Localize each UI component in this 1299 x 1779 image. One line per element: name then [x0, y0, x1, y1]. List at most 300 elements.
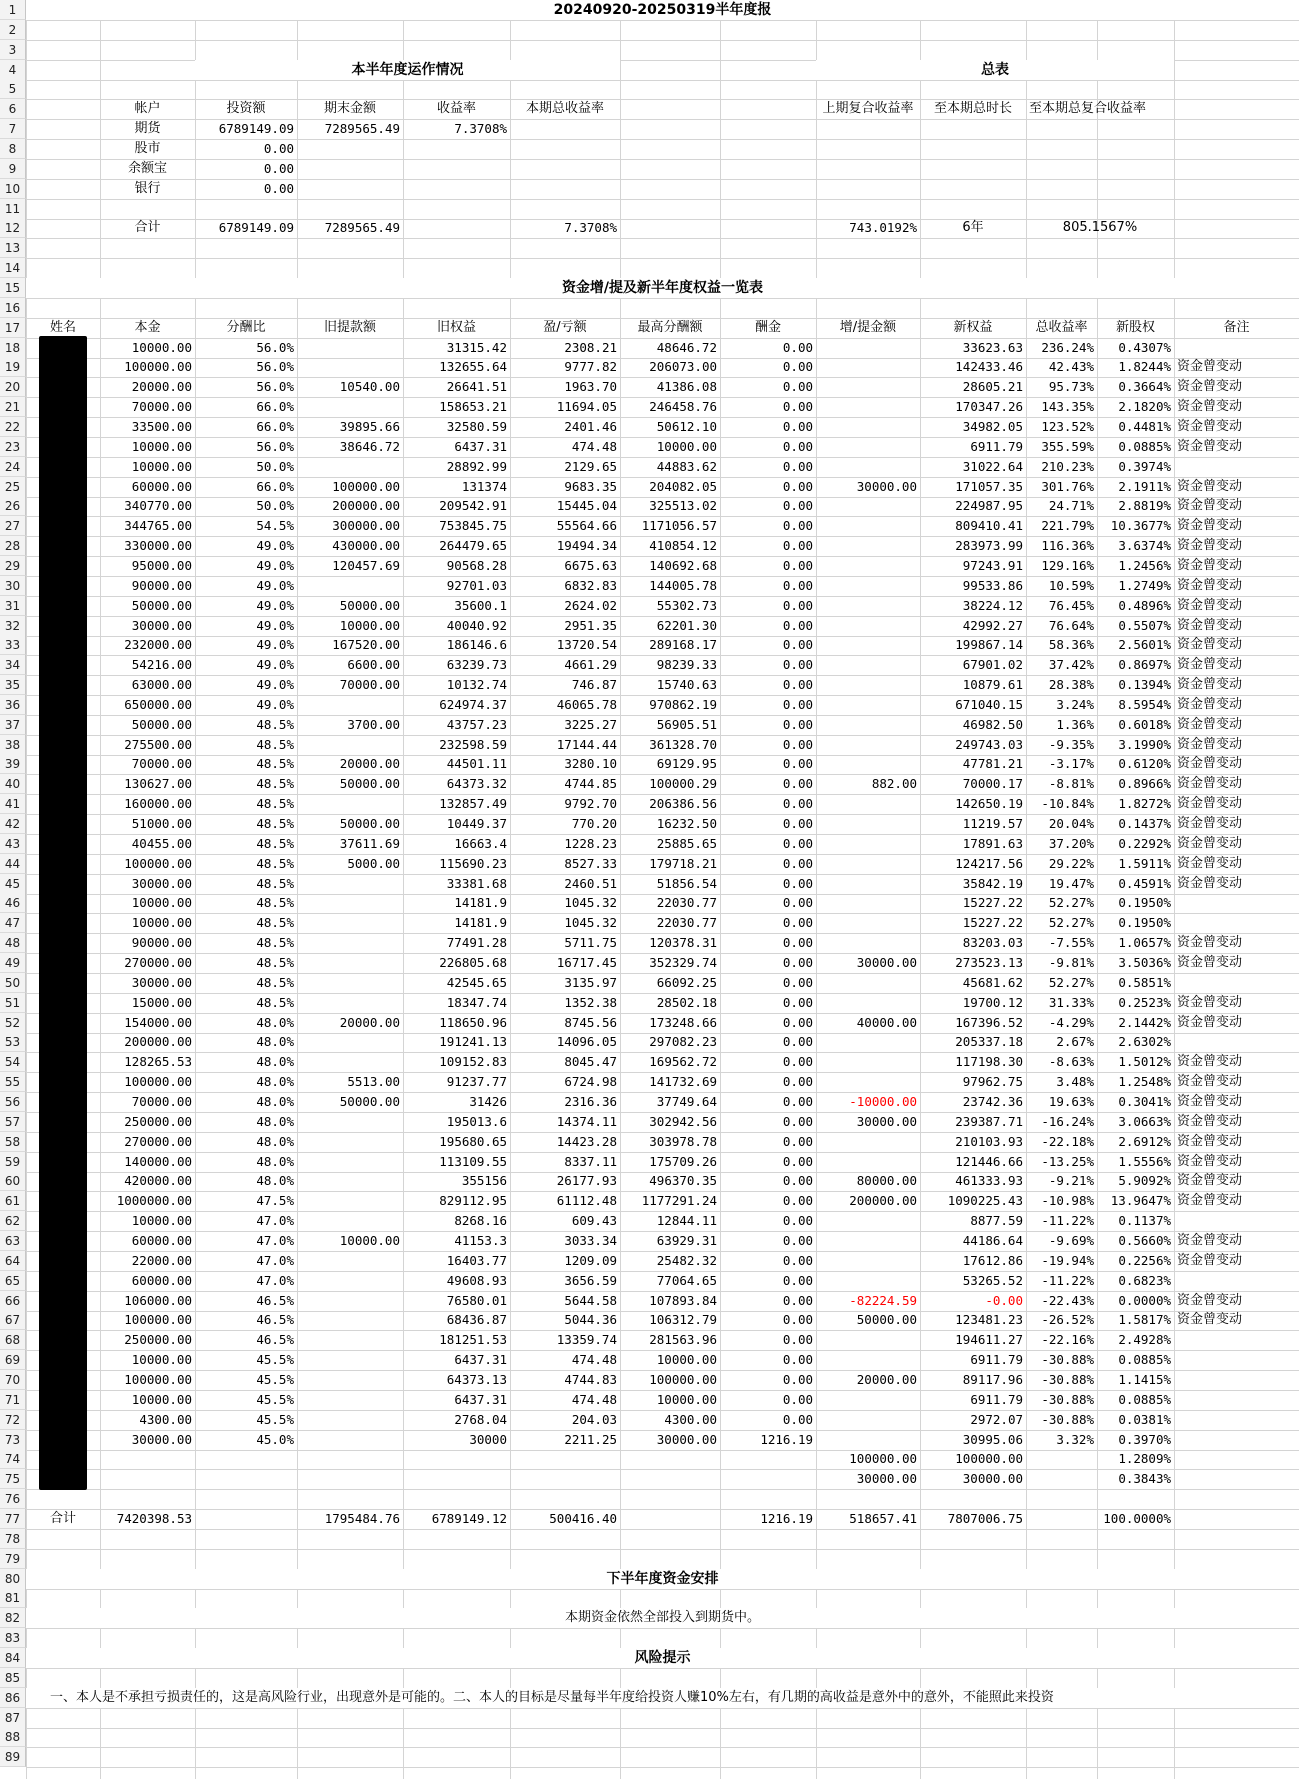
equity-new-stake-cell[interactable]: 0.3041% — [1118, 1094, 1171, 1109]
equity-new-equity-cell[interactable]: 6911.79 — [970, 1352, 1023, 1367]
equity-old-equity-cell[interactable]: 226805.68 — [439, 955, 507, 970]
row-header[interactable]: 70 — [0, 1370, 26, 1390]
equity-share-ratio-cell[interactable]: 66.0% — [256, 399, 294, 414]
equity-bonus-cell[interactable]: 0.00 — [782, 1034, 813, 1049]
equity-max-share-cell[interactable]: 10000.00 — [656, 1352, 717, 1367]
equity-profit-loss-cell[interactable]: 2308.21 — [564, 340, 617, 355]
equity-new-stake-cell[interactable]: 1.2456% — [1118, 558, 1171, 573]
equity-share-ratio-cell[interactable]: 49.0% — [256, 657, 294, 672]
equity-profit-loss-cell[interactable]: 4744.85 — [564, 776, 617, 791]
equity-header[interactable]: 盈/亏额 — [543, 320, 587, 335]
equity-new-stake-cell[interactable]: 0.6018% — [1118, 717, 1171, 732]
equity-remark-cell[interactable]: 资金曾变动 — [1177, 1094, 1243, 1109]
equity-share-ratio-cell[interactable]: 56.0% — [256, 359, 294, 374]
equity-remark-cell[interactable]: 资金曾变动 — [1177, 1312, 1243, 1327]
equity-header[interactable]: 最高分酬额 — [637, 320, 703, 335]
equity-new-equity-cell[interactable]: 1090225.43 — [947, 1193, 1023, 1208]
equity-profit-loss-cell[interactable]: 14374.11 — [556, 1114, 617, 1129]
equity-principal-cell[interactable]: 10000.00 — [131, 439, 192, 454]
summary-header[interactable]: 收益率 — [436, 101, 476, 116]
equity-total-return-cell[interactable]: 210.23% — [1041, 459, 1094, 474]
equity-remark-cell[interactable]: 资金曾变动 — [1177, 717, 1243, 732]
equity-bonus-cell[interactable]: 0.00 — [782, 995, 813, 1010]
equity-deposit-withdraw-cell[interactable]: 200000.00 — [849, 1193, 917, 1208]
row-header[interactable]: 47 — [0, 913, 26, 933]
equity-new-equity-cell[interactable]: 117198.30 — [955, 1054, 1023, 1069]
equity-new-equity-cell[interactable]: 8877.59 — [970, 1213, 1023, 1228]
equity-remark-cell[interactable]: 资金曾变动 — [1177, 1193, 1243, 1208]
equity-new-stake-cell[interactable]: 0.4591% — [1118, 876, 1171, 891]
equity-profit-loss-cell[interactable]: 770.20 — [571, 816, 617, 831]
equity-share-ratio-cell[interactable]: 48.5% — [256, 995, 294, 1010]
equity-profit-loss-cell[interactable]: 14096.05 — [556, 1034, 617, 1049]
equity-principal-cell[interactable]: 90000.00 — [131, 578, 192, 593]
summary-header[interactable]: 期末金额 — [323, 101, 376, 116]
equity-profit-loss-cell[interactable]: 26177.93 — [556, 1173, 617, 1188]
equity-share-ratio-cell[interactable]: 48.0% — [256, 1114, 294, 1129]
equity-header[interactable]: 分酬比 — [226, 320, 266, 335]
row-header[interactable]: 73 — [0, 1430, 26, 1450]
equity-max-share-cell[interactable]: 100000.29 — [649, 776, 717, 791]
equity-deposit-withdraw-cell[interactable]: 30000.00 — [856, 1471, 917, 1486]
equity-new-equity-cell[interactable]: 89117.96 — [962, 1372, 1023, 1387]
row-header[interactable]: 26 — [0, 496, 26, 516]
equity-new-stake-cell[interactable]: 0.4481% — [1118, 419, 1171, 434]
equity-share-ratio-cell[interactable]: 48.5% — [256, 756, 294, 771]
equity-principal-cell[interactable]: 10000.00 — [131, 1213, 192, 1228]
row-header[interactable]: 51 — [0, 993, 26, 1013]
equity-new-equity-cell[interactable]: 100000.00 — [955, 1451, 1023, 1466]
equity-old-withdrawal-cell[interactable]: 10000.00 — [339, 618, 400, 633]
equity-max-share-cell[interactable]: 140692.68 — [649, 558, 717, 573]
equity-old-withdrawal-cell[interactable]: 38646.72 — [339, 439, 400, 454]
account-end[interactable] — [297, 139, 403, 159]
equity-old-equity-cell[interactable]: 131374 — [461, 479, 507, 494]
equity-max-share-cell[interactable]: 41386.08 — [656, 379, 717, 394]
equity-share-ratio-cell[interactable]: 49.0% — [256, 538, 294, 553]
overall-header[interactable]: 上期复合收益率 — [822, 101, 914, 116]
equity-bonus-cell[interactable]: 0.00 — [782, 498, 813, 513]
equity-old-withdrawal-cell[interactable]: 5000.00 — [347, 856, 400, 871]
equity-bonus-cell[interactable]: 0.00 — [782, 1074, 813, 1089]
equity-remark-cell[interactable]: 资金曾变动 — [1177, 657, 1243, 672]
equity-principal-cell[interactable]: 70000.00 — [131, 756, 192, 771]
equity-principal-cell[interactable]: 232000.00 — [124, 637, 192, 652]
equity-remark-cell[interactable]: 资金曾变动 — [1177, 379, 1243, 394]
row-header[interactable]: 11 — [0, 199, 26, 219]
equity-share-ratio-cell[interactable]: 48.5% — [256, 955, 294, 970]
equity-old-withdrawal-cell[interactable]: 100000.00 — [332, 479, 400, 494]
equity-total-return-cell[interactable]: 37.42% — [1048, 657, 1094, 672]
equity-share-ratio-cell[interactable]: 48.0% — [256, 1134, 294, 1149]
equity-profit-loss-cell[interactable]: 2624.02 — [564, 598, 617, 613]
equity-total-return-cell[interactable]: 52.27% — [1048, 915, 1094, 930]
equity-new-stake-cell[interactable]: 8.5954% — [1118, 697, 1171, 712]
equity-profit-loss-cell[interactable]: 16717.45 — [556, 955, 617, 970]
equity-total-return-cell[interactable]: -26.52% — [1041, 1312, 1094, 1327]
equity-bonus-cell[interactable]: 0.00 — [782, 677, 813, 692]
equity-new-stake-cell[interactable]: 0.4307% — [1118, 340, 1171, 355]
equity-max-share-cell[interactable]: 169562.72 — [649, 1054, 717, 1069]
row-header[interactable]: 1 — [0, 0, 26, 20]
equity-bonus-cell[interactable]: 0.00 — [782, 756, 813, 771]
equity-remark-cell[interactable]: 资金曾变动 — [1177, 836, 1243, 851]
equity-total-return-cell[interactable]: -10.84% — [1041, 796, 1094, 811]
equity-new-equity-cell[interactable]: 123481.23 — [955, 1312, 1023, 1327]
equity-principal-cell[interactable]: 50000.00 — [131, 717, 192, 732]
equity-bonus-cell[interactable]: 0.00 — [782, 717, 813, 732]
equity-bonus-cell[interactable]: 0.00 — [782, 1273, 813, 1288]
equity-principal-cell[interactable]: 106000.00 — [124, 1293, 192, 1308]
equity-new-stake-cell[interactable]: 2.1820% — [1118, 399, 1171, 414]
plan-heading[interactable]: 下半年度资金安排 — [26, 1569, 1299, 1589]
equity-share-ratio-cell[interactable]: 48.0% — [256, 1094, 294, 1109]
equity-remark-cell[interactable]: 资金曾变动 — [1177, 935, 1243, 950]
row-header[interactable]: 75 — [0, 1469, 26, 1489]
equity-principal-cell[interactable]: 10000.00 — [131, 915, 192, 930]
equity-profit-loss-cell[interactable]: 2129.65 — [564, 459, 617, 474]
equity-principal-cell[interactable]: 70000.00 — [131, 399, 192, 414]
equity-new-equity-cell[interactable]: -0.00 — [985, 1293, 1023, 1308]
equity-new-stake-cell[interactable]: 0.4896% — [1118, 598, 1171, 613]
equity-max-share-cell[interactable]: 22030.77 — [656, 915, 717, 930]
equity-max-share-cell[interactable]: 204082.05 — [649, 479, 717, 494]
equity-remark-cell[interactable]: 资金曾变动 — [1177, 876, 1243, 891]
row-header[interactable]: 48 — [0, 933, 26, 953]
equity-new-stake-cell[interactable]: 0.1437% — [1118, 816, 1171, 831]
equity-profit-loss-cell[interactable]: 1352.38 — [564, 995, 617, 1010]
equity-profit-loss-cell[interactable]: 4661.29 — [564, 657, 617, 672]
equity-principal-cell[interactable]: 270000.00 — [124, 955, 192, 970]
equity-max-share-cell[interactable]: 10000.00 — [656, 439, 717, 454]
equity-profit-loss-cell[interactable]: 8527.33 — [564, 856, 617, 871]
equity-remark-cell[interactable]: 资金曾变动 — [1177, 1074, 1243, 1089]
equity-principal-cell[interactable]: 100000.00 — [124, 359, 192, 374]
equity-total-return-cell[interactable]: -30.88% — [1041, 1392, 1094, 1407]
equity-old-equity-cell[interactable]: 753845.75 — [439, 518, 507, 533]
equity-old-equity-cell[interactable]: 624974.37 — [439, 697, 507, 712]
equity-share-ratio-cell[interactable]: 56.0% — [256, 340, 294, 355]
equity-new-equity-cell[interactable]: 70000.17 — [962, 776, 1023, 791]
equity-bonus-cell[interactable]: 0.00 — [782, 1114, 813, 1129]
equity-max-share-cell[interactable]: 302942.56 — [649, 1114, 717, 1129]
equity-new-equity-cell[interactable]: 53265.52 — [962, 1273, 1023, 1288]
equity-principal-cell[interactable]: 10000.00 — [131, 895, 192, 910]
equity-old-withdrawal-cell[interactable]: 50000.00 — [339, 598, 400, 613]
equity-share-ratio-cell[interactable]: 47.5% — [256, 1193, 294, 1208]
equity-total-return-cell[interactable]: 52.27% — [1048, 895, 1094, 910]
equity-old-withdrawal-cell[interactable]: 50000.00 — [339, 1094, 400, 1109]
equity-old-withdrawal-cell[interactable]: 50000.00 — [339, 816, 400, 831]
row-header[interactable]: 15 — [0, 278, 26, 298]
row-header[interactable]: 69 — [0, 1350, 26, 1370]
equity-old-equity-cell[interactable]: 264479.65 — [439, 538, 507, 553]
equity-profit-loss-cell[interactable]: 6832.83 — [564, 578, 617, 593]
equity-share-ratio-cell[interactable]: 45.5% — [256, 1372, 294, 1387]
equity-header[interactable]: 旧提款额 — [323, 320, 376, 335]
equity-share-ratio-cell[interactable]: 48.0% — [256, 1015, 294, 1030]
equity-new-equity-cell[interactable]: 671040.15 — [955, 697, 1023, 712]
equity-remark-cell[interactable]: 资金曾变动 — [1177, 598, 1243, 613]
row-header[interactable]: 57 — [0, 1112, 26, 1132]
equity-share-ratio-cell[interactable]: 49.0% — [256, 598, 294, 613]
equity-bonus-cell[interactable]: 0.00 — [782, 359, 813, 374]
equity-total-cell[interactable]: 7420398.53 — [116, 1511, 192, 1526]
summary-header[interactable]: 投资额 — [226, 101, 266, 116]
equity-profit-loss-cell[interactable]: 1045.32 — [564, 915, 617, 930]
equity-new-stake-cell[interactable]: 0.5660% — [1118, 1233, 1171, 1248]
equity-max-share-cell[interactable]: 30000.00 — [656, 1432, 717, 1447]
overall-header[interactable]: 至本期总复合收益率 — [1029, 101, 1147, 116]
equity-new-equity-cell[interactable]: 34982.05 — [962, 419, 1023, 434]
equity-profit-loss-cell[interactable]: 474.48 — [571, 1392, 617, 1407]
equity-bonus-cell[interactable]: 0.00 — [782, 1015, 813, 1030]
equity-principal-cell[interactable]: 250000.00 — [124, 1332, 192, 1347]
account-name[interactable]: 余额宝 — [127, 161, 167, 176]
equity-total-return-cell[interactable]: -30.88% — [1041, 1412, 1094, 1427]
row-header[interactable]: 55 — [0, 1072, 26, 1092]
equity-max-share-cell[interactable]: 25482.32 — [656, 1253, 717, 1268]
equity-total-return-cell[interactable]: -11.22% — [1041, 1213, 1094, 1228]
equity-new-equity-cell[interactable]: 28605.21 — [962, 379, 1023, 394]
equity-principal-cell[interactable]: 10000.00 — [131, 1392, 192, 1407]
row-header[interactable]: 82 — [0, 1608, 26, 1628]
equity-new-stake-cell[interactable]: 2.4928% — [1118, 1332, 1171, 1347]
equity-max-share-cell[interactable]: 77064.65 — [656, 1273, 717, 1288]
equity-bonus-cell[interactable]: 0.00 — [782, 598, 813, 613]
equity-remark-cell[interactable]: 资金曾变动 — [1177, 1114, 1243, 1129]
equity-total-return-cell[interactable]: 28.38% — [1048, 677, 1094, 692]
equity-new-stake-cell[interactable]: 2.8819% — [1118, 498, 1171, 513]
equity-deposit-withdraw-cell[interactable]: 30000.00 — [856, 955, 917, 970]
equity-max-share-cell[interactable]: 69129.95 — [656, 756, 717, 771]
row-header[interactable]: 27 — [0, 516, 26, 536]
equity-principal-cell[interactable]: 40455.00 — [131, 836, 192, 851]
row-header[interactable]: 87 — [0, 1708, 26, 1728]
equity-total-return-cell[interactable]: -11.22% — [1041, 1273, 1094, 1288]
equity-remark-cell[interactable]: 资金曾变动 — [1177, 796, 1243, 811]
summary-total-invest[interactable]: 6789149.09 — [218, 220, 294, 235]
equity-new-stake-cell[interactable]: 0.0381% — [1118, 1412, 1171, 1427]
equity-remark-cell[interactable]: 资金曾变动 — [1177, 618, 1243, 633]
equity-share-ratio-cell[interactable]: 49.0% — [256, 637, 294, 652]
row-header[interactable]: 5 — [0, 79, 26, 99]
equity-principal-cell[interactable]: 10000.00 — [131, 340, 192, 355]
equity-total-return-cell[interactable]: 143.35% — [1041, 399, 1094, 414]
equity-principal-cell[interactable]: 270000.00 — [124, 1134, 192, 1149]
equity-total-return-cell[interactable]: -10.98% — [1041, 1193, 1094, 1208]
equity-max-share-cell[interactable]: 66092.25 — [656, 975, 717, 990]
equity-old-equity-cell[interactable]: 16403.77 — [446, 1253, 507, 1268]
equity-total-return-cell[interactable]: -16.24% — [1041, 1114, 1094, 1129]
equity-share-ratio-cell[interactable]: 45.5% — [256, 1412, 294, 1427]
equity-total-cell[interactable]: 6789149.12 — [431, 1511, 507, 1526]
equity-new-stake-cell[interactable]: 0.6120% — [1118, 756, 1171, 771]
row-header[interactable]: 33 — [0, 635, 26, 655]
equity-share-ratio-cell[interactable]: 49.0% — [256, 677, 294, 692]
row-header[interactable]: 22 — [0, 417, 26, 437]
equity-profit-loss-cell[interactable]: 11694.05 — [556, 399, 617, 414]
equity-share-ratio-cell[interactable]: 54.5% — [256, 518, 294, 533]
equity-bonus-cell[interactable]: 0.00 — [782, 1173, 813, 1188]
row-header[interactable]: 12 — [0, 218, 26, 238]
equity-principal-cell[interactable]: 60000.00 — [131, 479, 192, 494]
equity-new-equity-cell[interactable]: 67901.02 — [962, 657, 1023, 672]
equity-remark-cell[interactable]: 资金曾变动 — [1177, 1173, 1243, 1188]
equity-old-equity-cell[interactable]: 113109.55 — [439, 1154, 507, 1169]
equity-principal-cell[interactable]: 10000.00 — [131, 459, 192, 474]
equity-old-equity-cell[interactable]: 91237.77 — [446, 1074, 507, 1089]
equity-profit-loss-cell[interactable]: 1228.23 — [564, 836, 617, 851]
equity-total-return-cell[interactable]: -8.81% — [1048, 776, 1094, 791]
equity-total-return-cell[interactable]: -8.63% — [1048, 1054, 1094, 1069]
equity-bonus-cell[interactable]: 0.00 — [782, 856, 813, 871]
row-header[interactable]: 8 — [0, 139, 26, 159]
period-total-rate[interactable]: 7.3708% — [564, 220, 617, 235]
row-header[interactable]: 18 — [0, 338, 26, 358]
equity-max-share-cell[interactable]: 107893.84 — [649, 1293, 717, 1308]
equity-bonus-cell[interactable]: 0.00 — [782, 1154, 813, 1169]
equity-profit-loss-cell[interactable]: 9777.82 — [564, 359, 617, 374]
row-header[interactable]: 4 — [0, 60, 26, 80]
equity-new-stake-cell[interactable]: 0.1137% — [1118, 1213, 1171, 1228]
row-header[interactable]: 63 — [0, 1231, 26, 1251]
equity-max-share-cell[interactable]: 12844.11 — [656, 1213, 717, 1228]
row-header[interactable]: 32 — [0, 616, 26, 636]
equity-share-ratio-cell[interactable]: 50.0% — [256, 498, 294, 513]
equity-principal-cell[interactable]: 200000.00 — [124, 1034, 192, 1049]
equity-new-equity-cell[interactable]: 42992.27 — [962, 618, 1023, 633]
equity-share-ratio-cell[interactable]: 48.5% — [256, 975, 294, 990]
equity-total-return-cell[interactable]: 129.16% — [1041, 558, 1094, 573]
equity-new-equity-cell[interactable]: 44186.64 — [962, 1233, 1023, 1248]
equity-total-return-cell[interactable]: 1.36% — [1056, 717, 1094, 732]
equity-profit-loss-cell[interactable]: 46065.78 — [556, 697, 617, 712]
equity-share-ratio-cell[interactable]: 45.5% — [256, 1392, 294, 1407]
equity-profit-loss-cell[interactable]: 13359.74 — [556, 1332, 617, 1347]
equity-total-cell[interactable]: 100.0000% — [1103, 1511, 1171, 1526]
equity-principal-cell[interactable]: 1000000.00 — [116, 1193, 192, 1208]
equity-total-return-cell[interactable]: 58.36% — [1048, 637, 1094, 652]
account-invest[interactable]: 6789149.09 — [218, 121, 294, 136]
equity-share-ratio-cell[interactable]: 48.0% — [256, 1054, 294, 1069]
equity-bonus-cell[interactable]: 0.00 — [782, 1392, 813, 1407]
equity-bonus-cell[interactable]: 0.00 — [782, 1293, 813, 1308]
equity-bonus-cell[interactable]: 0.00 — [782, 479, 813, 494]
equity-old-equity-cell[interactable]: 232598.59 — [439, 737, 507, 752]
equity-share-ratio-cell[interactable]: 46.5% — [256, 1332, 294, 1347]
equity-bonus-cell[interactable]: 0.00 — [782, 399, 813, 414]
equity-total-return-cell[interactable]: 31.33% — [1048, 995, 1094, 1010]
equity-max-share-cell[interactable]: 10000.00 — [656, 1392, 717, 1407]
equity-principal-cell[interactable]: 128265.53 — [124, 1054, 192, 1069]
equity-new-stake-cell[interactable]: 0.3970% — [1118, 1432, 1171, 1447]
row-header[interactable]: 41 — [0, 794, 26, 814]
equity-old-withdrawal-cell[interactable]: 430000.00 — [332, 538, 400, 553]
equity-max-share-cell[interactable]: 289168.17 — [649, 637, 717, 652]
equity-max-share-cell[interactable]: 179718.21 — [649, 856, 717, 871]
equity-max-share-cell[interactable]: 98239.33 — [656, 657, 717, 672]
equity-old-equity-cell[interactable]: 829112.95 — [439, 1193, 507, 1208]
equity-remark-cell[interactable]: 资金曾变动 — [1177, 816, 1243, 831]
row-header[interactable]: 60 — [0, 1171, 26, 1191]
equity-deposit-withdraw-cell[interactable]: 30000.00 — [856, 1114, 917, 1129]
equity-new-equity-cell[interactable]: 35842.19 — [962, 876, 1023, 891]
equity-max-share-cell[interactable]: 50612.10 — [656, 419, 717, 434]
equity-new-equity-cell[interactable]: 283973.99 — [955, 538, 1023, 553]
equity-new-equity-cell[interactable]: 273523.13 — [955, 955, 1023, 970]
row-header[interactable]: 25 — [0, 477, 26, 497]
overall-header[interactable]: 至本期总时长 — [933, 101, 1012, 116]
equity-total-return-cell[interactable]: -22.18% — [1041, 1134, 1094, 1149]
equity-bonus-cell[interactable]: 0.00 — [782, 1372, 813, 1387]
equity-new-equity-cell[interactable]: 142433.46 — [955, 359, 1023, 374]
equity-total-cell[interactable]: 500416.40 — [549, 1511, 617, 1526]
equity-old-equity-cell[interactable]: 63239.73 — [446, 657, 507, 672]
row-header[interactable]: 35 — [0, 675, 26, 695]
summary-total-label[interactable]: 合计 — [134, 220, 161, 235]
equity-profit-loss-cell[interactable]: 4744.83 — [564, 1372, 617, 1387]
equity-max-share-cell[interactable]: 325513.02 — [649, 498, 717, 513]
equity-new-stake-cell[interactable]: 0.1950% — [1118, 895, 1171, 910]
equity-heading[interactable]: 资金增/提及新半年度权益一览表 — [26, 278, 1299, 298]
equity-principal-cell[interactable]: 33500.00 — [131, 419, 192, 434]
row-header[interactable]: 19 — [0, 357, 26, 377]
equity-old-equity-cell[interactable]: 118650.96 — [439, 1015, 507, 1030]
equity-new-stake-cell[interactable]: 0.8966% — [1118, 776, 1171, 791]
equity-total-return-cell[interactable]: 116.36% — [1041, 538, 1094, 553]
equity-old-withdrawal-cell[interactable]: 6600.00 — [347, 657, 400, 672]
equity-new-equity-cell[interactable]: 167396.52 — [955, 1015, 1023, 1030]
equity-principal-cell[interactable]: 20000.00 — [131, 379, 192, 394]
equity-principal-cell[interactable]: 30000.00 — [131, 975, 192, 990]
equity-new-stake-cell[interactable]: 2.1911% — [1118, 479, 1171, 494]
equity-profit-loss-cell[interactable]: 5044.36 — [564, 1312, 617, 1327]
equity-total-return-cell[interactable]: -30.88% — [1041, 1372, 1094, 1387]
row-header[interactable]: 65 — [0, 1271, 26, 1291]
equity-remark-cell[interactable]: 资金曾变动 — [1177, 578, 1243, 593]
risk-heading[interactable]: 风险提示 — [26, 1648, 1299, 1668]
equity-remark-cell[interactable]: 资金曾变动 — [1177, 399, 1243, 414]
equity-new-stake-cell[interactable]: 0.2256% — [1118, 1253, 1171, 1268]
equity-new-stake-cell[interactable]: 0.3843% — [1118, 1471, 1171, 1486]
equity-deposit-withdraw-cell[interactable]: -82224.59 — [849, 1293, 917, 1308]
equity-total-return-cell[interactable]: 10.59% — [1048, 578, 1094, 593]
row-header[interactable]: 77 — [0, 1509, 26, 1529]
equity-new-equity-cell[interactable]: 170347.26 — [955, 399, 1023, 414]
equity-total-return-cell[interactable]: -13.25% — [1041, 1154, 1094, 1169]
equity-old-withdrawal-cell[interactable]: 50000.00 — [339, 776, 400, 791]
equity-new-equity-cell[interactable]: 205337.18 — [955, 1034, 1023, 1049]
row-header[interactable]: 10 — [0, 179, 26, 199]
overall-heading[interactable]: 总表 — [816, 60, 1174, 80]
equity-profit-loss-cell[interactable]: 2460.51 — [564, 876, 617, 891]
equity-principal-cell[interactable]: 30000.00 — [131, 876, 192, 891]
equity-total-return-cell[interactable]: 76.45% — [1048, 598, 1094, 613]
equity-old-equity-cell[interactable]: 6437.31 — [454, 439, 507, 454]
equity-old-equity-cell[interactable]: 6437.31 — [454, 1392, 507, 1407]
equity-old-equity-cell[interactable]: 132857.49 — [439, 796, 507, 811]
equity-max-share-cell[interactable]: 120378.31 — [649, 935, 717, 950]
risk-text[interactable]: 一、本人是不承担亏损责任的，这是高风险行业，出现意外是可能的。二、本人的目标是尽量每半年度给投资人赚10%左右，有几期的高收益是意外中的意外，不能照此来投资 — [26, 1688, 1299, 1708]
equity-share-ratio-cell[interactable]: 48.5% — [256, 836, 294, 851]
equity-header[interactable]: 新股权 — [1115, 320, 1155, 335]
equity-new-equity-cell[interactable]: 199867.14 — [955, 637, 1023, 652]
equity-share-ratio-cell[interactable]: 46.5% — [256, 1312, 294, 1327]
equity-total-return-cell[interactable]: 3.32% — [1056, 1432, 1094, 1447]
equity-new-stake-cell[interactable]: 0.2523% — [1118, 995, 1171, 1010]
equity-header[interactable]: 姓名 — [49, 320, 76, 335]
